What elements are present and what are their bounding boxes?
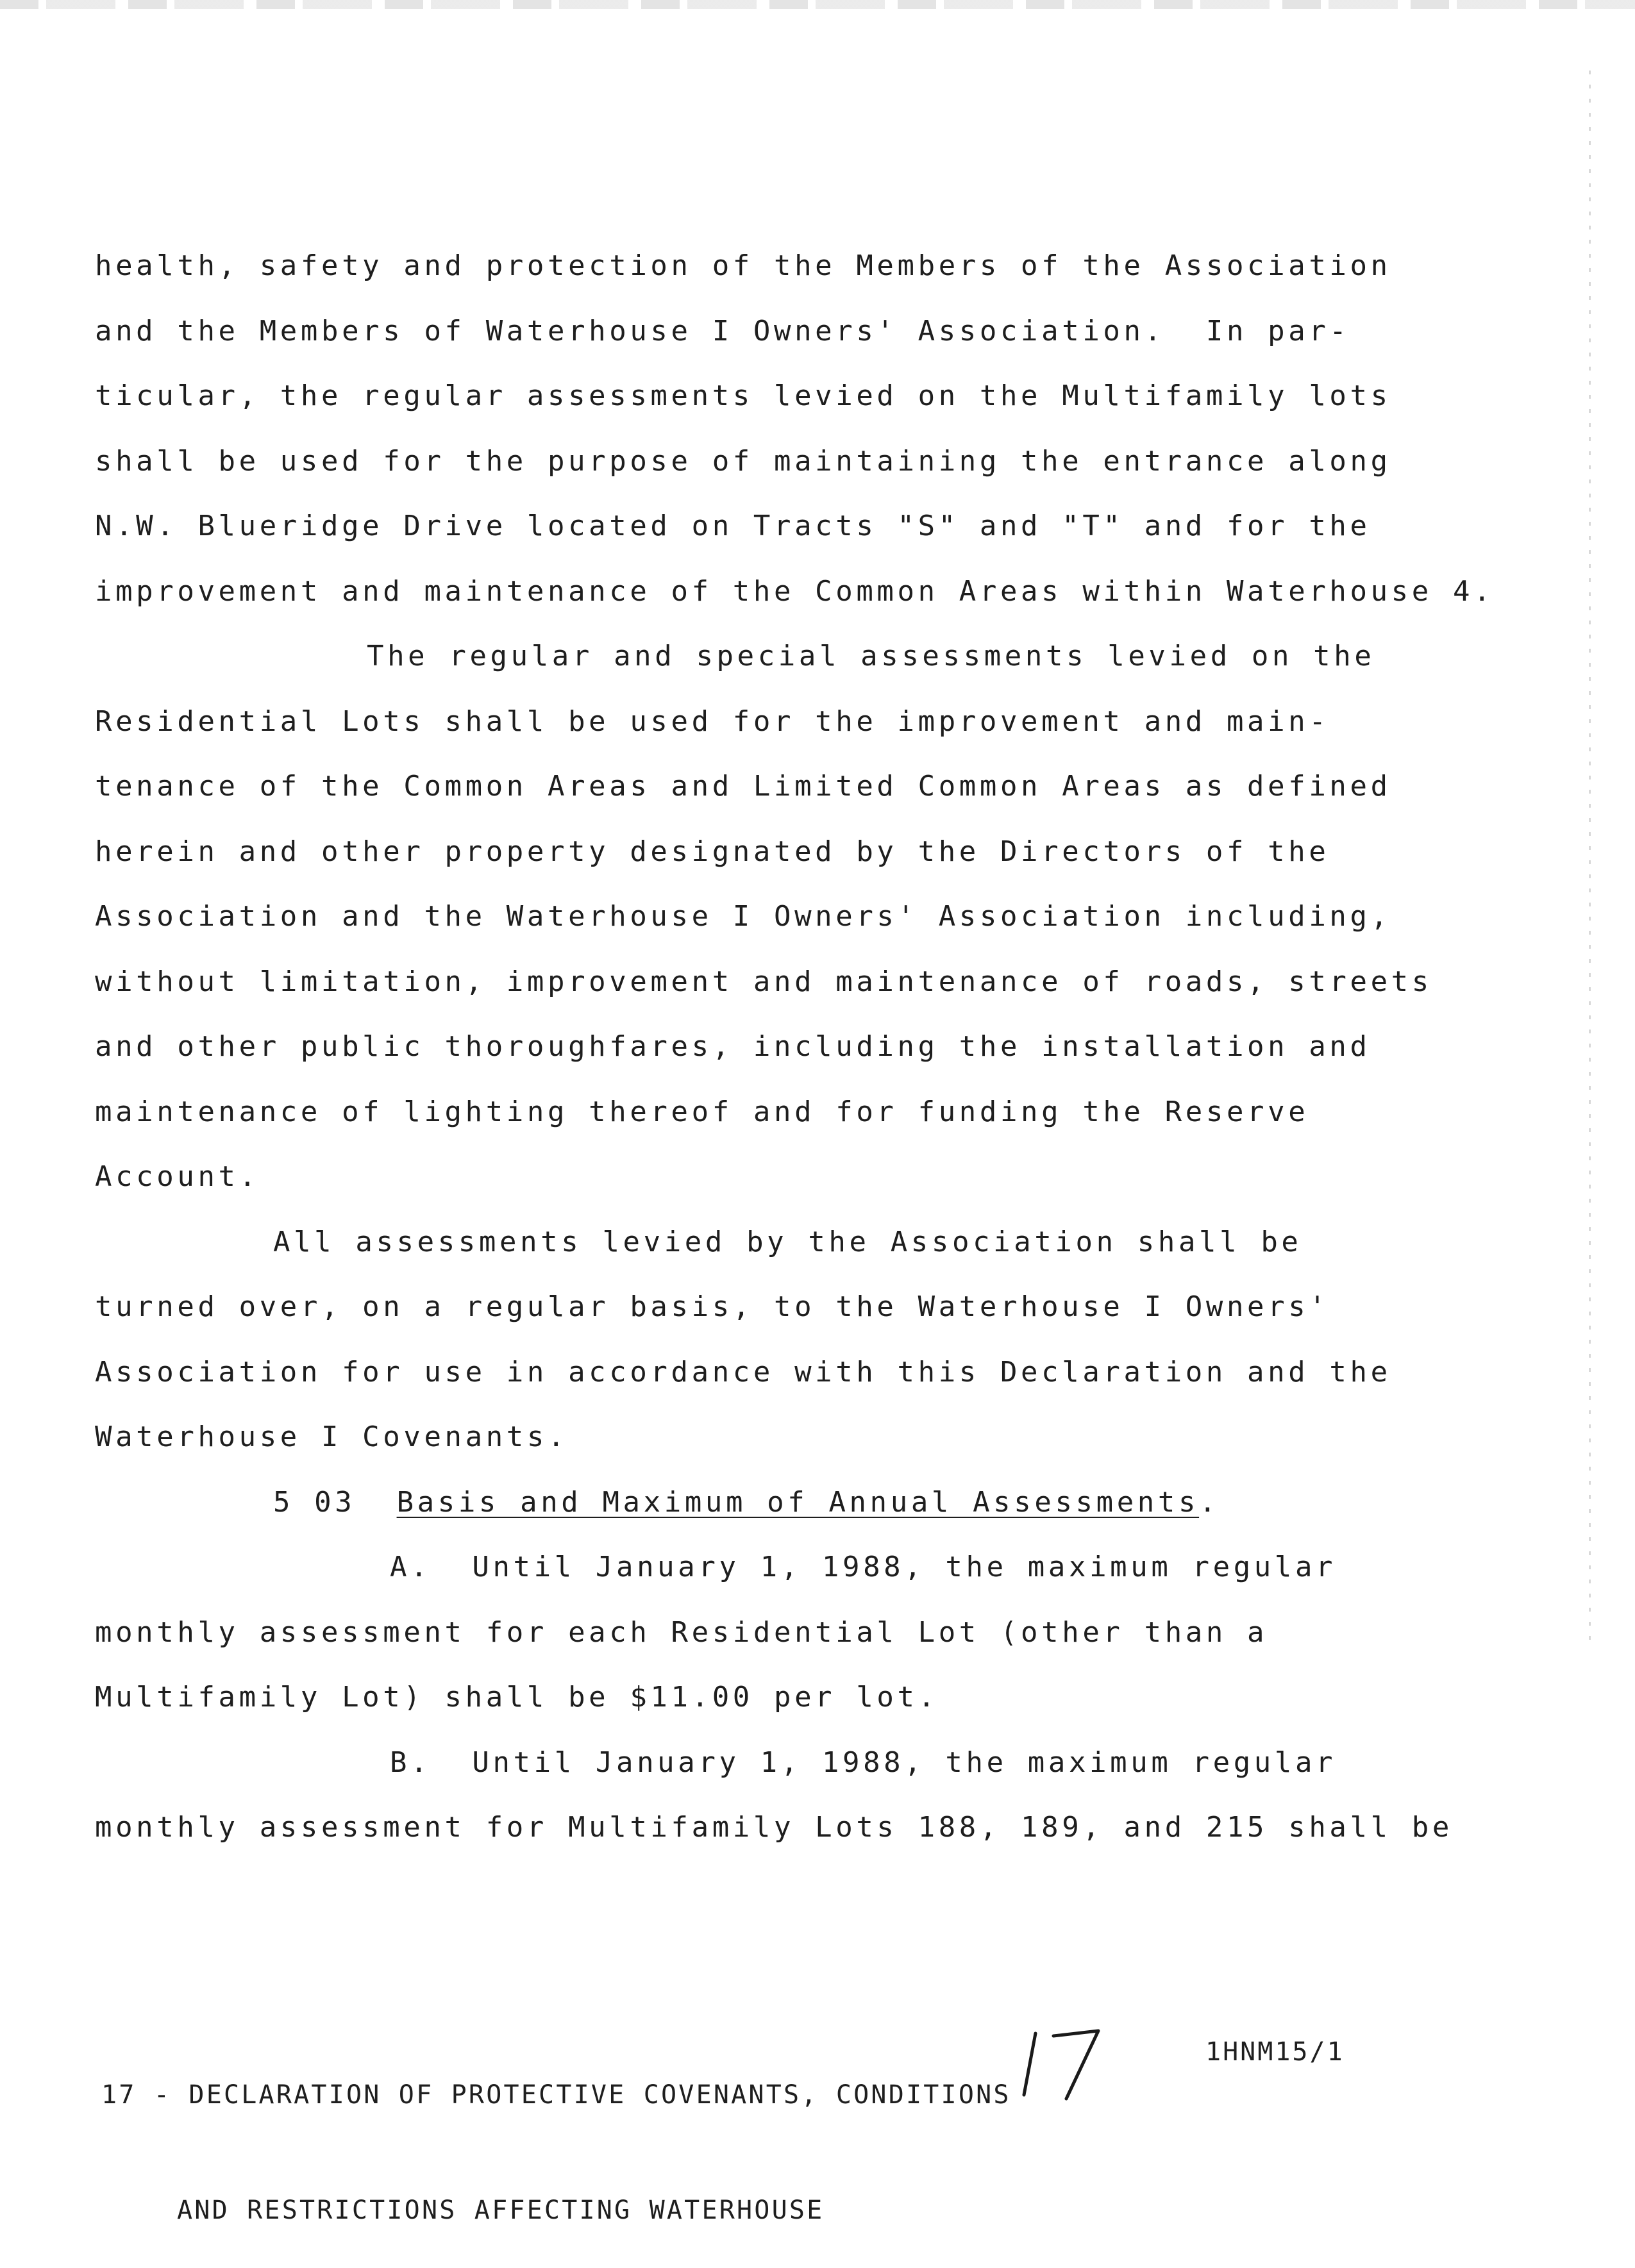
body-line: without limitation, improvement and maintenance of roads, streets [95,965,1432,998]
body-line: improvement and maintenance of the Common Areas within Waterhouse 4. [95,574,1495,608]
body-line: shall be used for the purpose of maintaining the entrance along [95,444,1391,478]
section-number: 5 03 [273,1485,356,1519]
document-body [95,233,1495,1860]
body-line: Account. [95,1160,260,1193]
body-line: Multifamily Lot) shall be $11.00 per lot. [95,1681,939,1714]
document-code: 1HNM15/1 [1205,2037,1345,2067]
handwritten-digit-7 [1053,2031,1098,2099]
scan-top-edge [0,0,1635,9]
body-line: A. Until January 1, 1988, the maximum regular [390,1551,1337,1583]
section-title: Basis and Maximum of Annual Assessments [396,1485,1200,1519]
body-line: N.W. Blueridge Drive located on Tracts "S" and "T" and for the [95,510,1371,542]
body-line: monthly assessment for each Residential Lot (other than a [95,1615,1268,1649]
body-line: health, safety and protection of the Members of the Association [95,249,1391,282]
body-line: monthly assessment for Multifamily Lots 188, 189, and 215 shall be [95,1811,1453,1844]
body-line: herein and other property designated by the Directors of the [95,835,1330,868]
body-line: ticular, the regular assessments levied on the Multifamily lots [95,379,1391,412]
body-line: B. Until January 1, 1988, the maximum regular [390,1746,1337,1779]
section-heading [95,1470,1454,1535]
body-line: maintenance of lighting thereof and for funding the Reserve [95,1095,1309,1128]
section-title-period: . [1199,1485,1220,1519]
body-line: and the Members of Waterhouse I Owners' Association. In par- [95,314,1350,347]
handwritten-digit-1 [1024,2033,1036,2095]
body-line: Association for use in accordance with this Declaration and the [95,1355,1391,1388]
footer-line-2: AND RESTRICTIONS AFFECTING WATERHOUSE [177,2196,825,2225]
body-line: The regular and special assessments levied on the [367,640,1375,672]
body-line: Waterhouse I Covenants. [95,1421,569,1453]
scan-right-edge [1589,71,1591,1647]
body-line: turned over, on a regular basis, to the Waterhouse I Owners' [95,1290,1330,1323]
body-line: tenance of the Common Areas and Limited Common Areas as defined [95,770,1391,803]
body-line: Association and the Waterhouse I Owners' Association including, [95,900,1391,933]
body-line: and other public thoroughfares, including the installation and [95,1030,1371,1063]
body-line: All assessments levied by the Association shall be [273,1225,1302,1258]
body-line: Residential Lots shall be used for the improvement and main- [95,705,1330,738]
handwritten-page-number [1016,2019,1112,2103]
footer-line-1: 17 - DECLARATION OF PROTECTIVE COVENANTS, CONDITIONS [101,2080,1011,2110]
